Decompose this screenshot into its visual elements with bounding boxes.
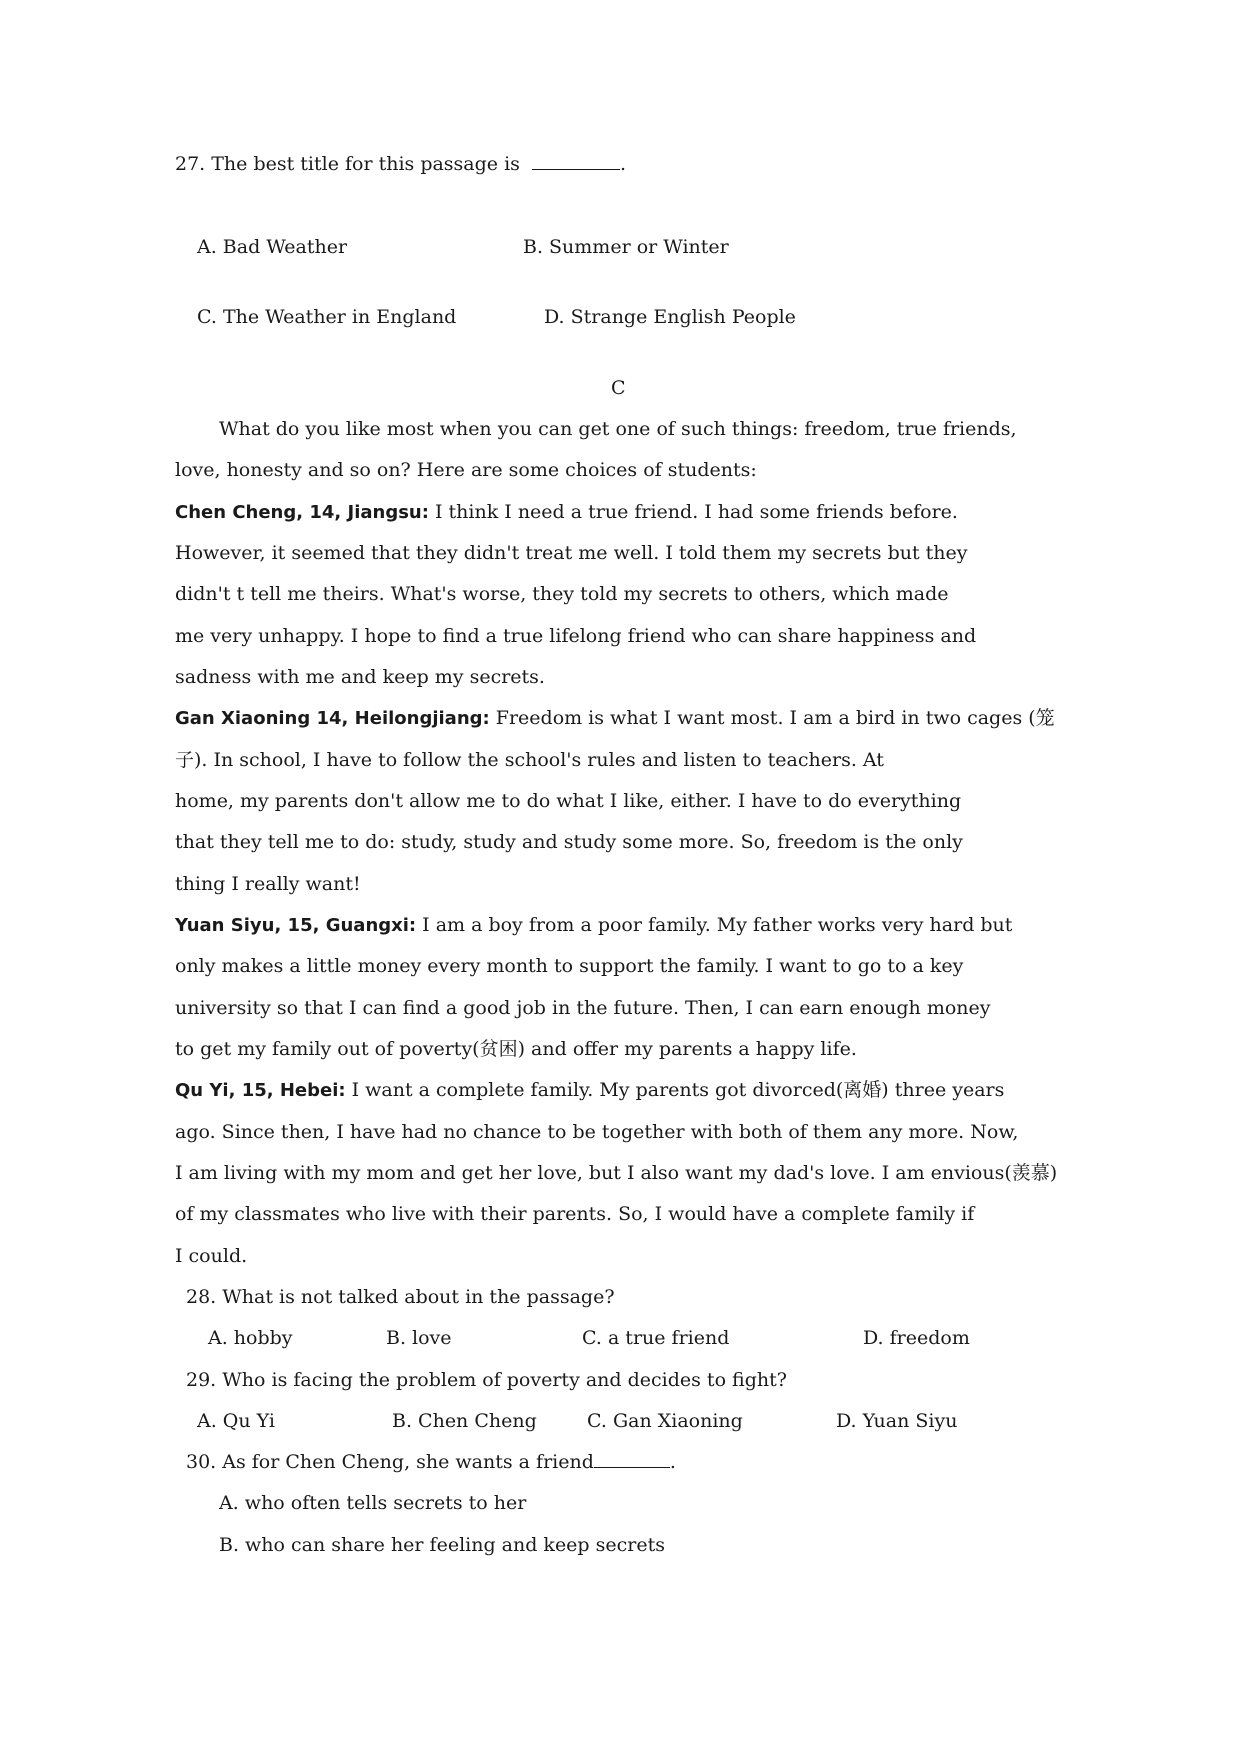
paragraph-line: only makes a little money every month to support the family. I want to go to a key — [175, 955, 964, 977]
answer-blank — [532, 153, 620, 170]
question-30-end: . — [669, 1451, 676, 1473]
paragraph-line: to get my family out of poverty(贫困) and offer my parents a happy life. — [175, 1038, 857, 1060]
q27-option-a: A. Bad Weather — [197, 236, 348, 258]
paragraph-line: Freedom is what I want most. I am a bird in two cages (笼 — [489, 707, 1055, 729]
question-27-stem: 27. The best title for this passage is — [175, 153, 520, 175]
paragraph-line: I am a boy from a poor family. My father works very hard but — [416, 914, 1013, 936]
paragraph-line: university so that I can find a good job in the future. Then, I can earn enough money — [175, 997, 991, 1019]
speaker-name: Qu Yi, 15, Hebei: — [175, 1080, 346, 1101]
paragraph-line: thing I really want! — [175, 873, 361, 895]
q28-option-d: D. freedom — [863, 1327, 970, 1349]
q29-option-b: B. Chen Cheng — [392, 1410, 537, 1432]
paragraph-line: home, my parents don't allow me to do what I like, either. I have to do everything — [175, 790, 962, 812]
answer-blank — [594, 1451, 670, 1468]
passage-intro-line: What do you like most when you can get one of such things: freedom, true friends, — [219, 418, 1017, 440]
paragraph-line: that they tell me to do: study, study and study some more. So, freedom is the only — [175, 831, 963, 853]
q28-option-c: C. a true friend — [582, 1327, 730, 1349]
student-paragraph-chen-cheng — [175, 500, 958, 525]
paragraph-line: I think I need a true friend. I had some friends before. — [428, 501, 958, 523]
q27-option-c: C. The Weather in England — [197, 306, 457, 328]
q27-option-b: B. Summer or Winter — [523, 236, 729, 258]
paragraph-line: However, it seemed that they didn't treat me well. I told them my secrets but they — [175, 542, 968, 564]
speaker-name: Yuan Siyu, 15, Guangxi: — [175, 915, 417, 936]
question-27-end: . — [619, 153, 627, 175]
paragraph-line: I could. — [175, 1245, 248, 1267]
passage-intro-line: love, honesty and so on? Here are some choices of students: — [175, 459, 757, 481]
q27-option-d: D. Strange English People — [544, 306, 796, 328]
paragraph-line: I am living with my mom and get her love, but I also want my dad's love. I am envious(羡慕) — [175, 1162, 1058, 1184]
question-28-stem: 28. What is not talked about in the passage? — [186, 1286, 615, 1308]
student-paragraph-qu-yi — [175, 1078, 1004, 1103]
question-30-stem: 30. As for Chen Cheng, she wants a friend — [186, 1451, 594, 1473]
question-29-stem: 29. Who is facing the problem of poverty and decides to fight? — [186, 1369, 787, 1391]
q28-option-a: A. hobby — [208, 1327, 293, 1349]
paragraph-line: I want a complete family. My parents got divorced(离婚) three years — [345, 1079, 1005, 1101]
paragraph-line: of my classmates who live with their parents. So, I would have a complete family if — [175, 1203, 975, 1225]
q29-option-c: C. Gan Xiaoning — [587, 1410, 743, 1432]
q30-option-a: A. who often tells secrets to her — [219, 1492, 527, 1514]
q30-option-b: B. who can share her feeling and keep secrets — [219, 1534, 665, 1556]
student-paragraph-yuan-siyu — [175, 913, 1012, 938]
paragraph-line: 子). In school, I have to follow the school's rules and listen to teachers. At — [175, 749, 884, 771]
paragraph-line: me very unhappy. I hope to find a true lifelong friend who can share happiness and — [175, 625, 977, 647]
q28-option-b: B. love — [386, 1327, 452, 1349]
passage-heading: C — [611, 377, 626, 399]
student-paragraph-gan-xiaoning — [175, 706, 1055, 731]
q29-option-a: A. Qu Yi — [197, 1410, 275, 1432]
speaker-name: Chen Cheng, 14, Jiangsu: — [175, 502, 429, 523]
q29-option-d: D. Yuan Siyu — [836, 1410, 958, 1432]
question-30 — [186, 1450, 676, 1474]
paragraph-line: sadness with me and keep my secrets. — [175, 666, 545, 688]
paragraph-line: didn't t tell me theirs. What's worse, they told my secrets to others, which made — [175, 583, 949, 605]
question-27 — [175, 152, 626, 176]
speaker-name: Gan Xiaoning 14, Heilongjiang: — [175, 708, 490, 729]
paragraph-line: ago. Since then, I have had no chance to be together with both of them any more. Now, — [175, 1121, 1019, 1143]
